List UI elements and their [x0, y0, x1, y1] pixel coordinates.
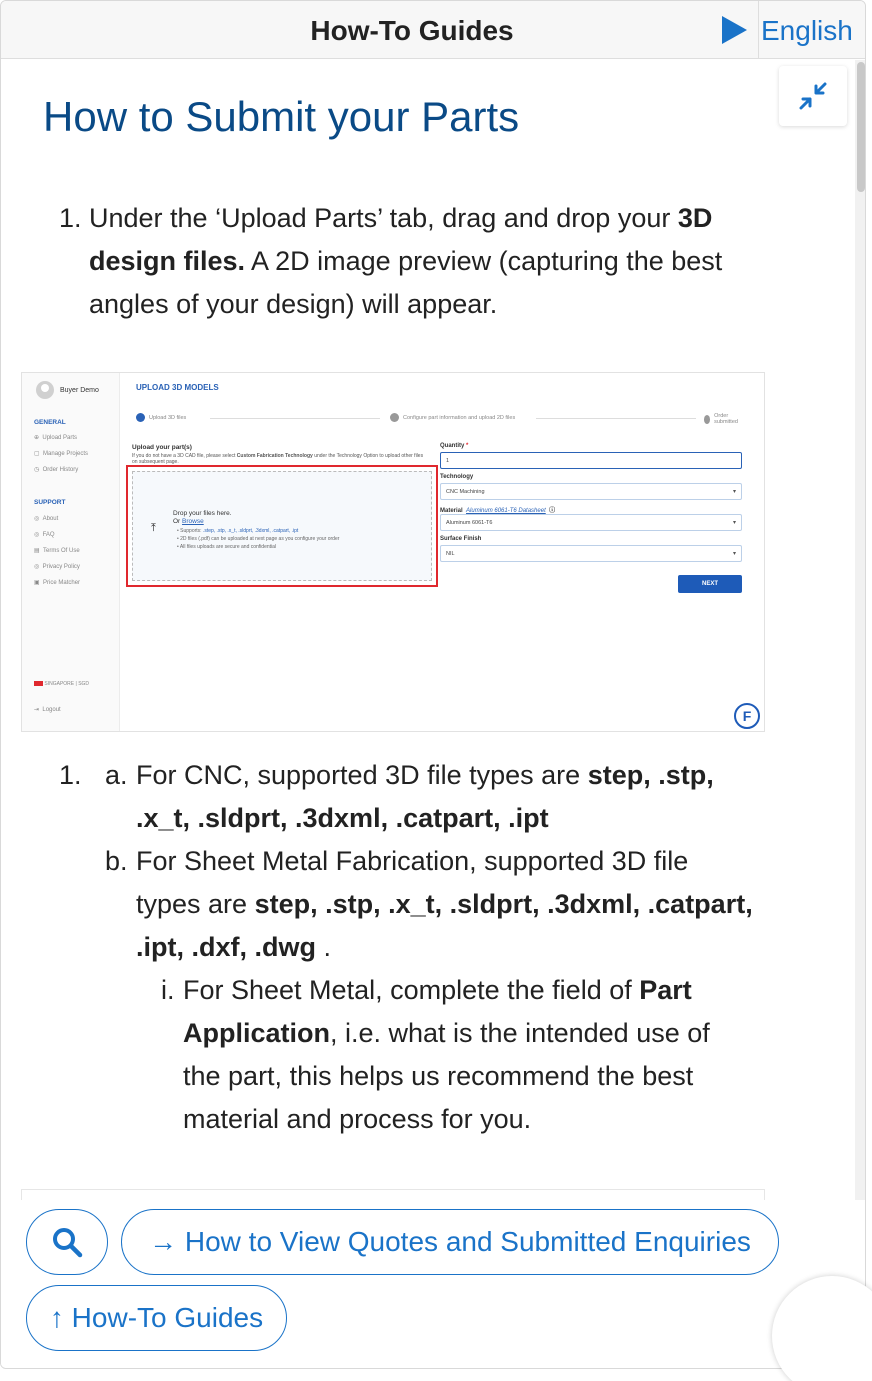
step-1-number: 1.	[59, 203, 82, 233]
page-title: How to Submit your Parts	[43, 93, 520, 140]
next-guide-button[interactable]: → How to View Quotes and Submitted Enquiries	[121, 1209, 779, 1275]
list-item-cnc-label: a.	[105, 760, 128, 790]
list-item-sheet-metal-label: b.	[105, 846, 128, 876]
ss-technology-label: Technology	[440, 474, 474, 480]
ss-support-label: SUPPORT	[34, 499, 66, 506]
list-2-number: 1.	[59, 760, 82, 790]
search-icon	[51, 1226, 83, 1258]
upload-screenshot	[21, 372, 765, 732]
upload-icon: ⤒	[151, 522, 156, 534]
ss-material-select: Aluminum 6061-T6 ▾	[440, 514, 742, 531]
ss-dropzone-highlight	[126, 465, 438, 587]
ss-finish-select: NIL ▾	[440, 545, 742, 562]
ss-region: SINGAPORE | SGD	[34, 681, 89, 687]
ss-user	[36, 381, 99, 399]
header-title: How-To Guides	[310, 15, 514, 46]
footer-nav	[1, 1200, 866, 1369]
next-screenshot-preview	[21, 1189, 765, 1200]
avatar	[36, 381, 54, 399]
ss-user-name: Buyer Demo	[60, 386, 99, 394]
ss-upload-title: Upload your part(s)	[132, 444, 192, 451]
ss-item-history: ◷ Order History	[34, 467, 79, 473]
ss-upload-note: If you do not have a 3D CAD file, please select Custom Fabrication Technology under the Technology Option to upload other files on subsequent page.	[132, 453, 424, 465]
ss-item-terms: ▤ Terms Of Use	[34, 548, 80, 554]
step-1-text-b: A 2D image preview (capturing the best angles of your design) will appear.	[89, 246, 723, 319]
ss-next-button: NEXT	[678, 575, 742, 593]
ss-item-manage: ▢ Manage Projects	[34, 451, 89, 457]
collapse-button[interactable]	[779, 66, 847, 126]
list-item-cnc-text: For CNC, supported 3D file types are step, .stp, .x_t, .sldprt, .3dxml, .catpart, .ipt	[136, 760, 714, 833]
step-1-bold: 3D design files.	[89, 203, 713, 276]
scrollbar[interactable]	[855, 60, 866, 1200]
ss-main-title: UPLOAD 3D MODELS	[136, 383, 219, 392]
play-icon	[720, 15, 748, 45]
list-item-sheet-metal-text: For Sheet Metal Fabrication, supported 3D file types are step, .stp, .x_t, .sldprt, .3dxml, .catpart, .ipt, .dxf, .dwg .	[136, 846, 753, 962]
step-1-text-a: Under the ‘Upload Parts’ tab, drag and drop your	[89, 203, 678, 233]
ss-step-2: Configure part information and upload 2D files	[390, 413, 515, 422]
ss-item-privacy: ◎ Privacy Policy	[34, 564, 80, 570]
up-guide-button[interactable]: ↑ How-To Guides	[26, 1285, 287, 1351]
language-selector[interactable]: English	[761, 15, 853, 46]
search-button[interactable]	[26, 1209, 108, 1275]
list-item-part-application-label: i.	[161, 975, 175, 1005]
ss-drop-list: • Supports: .step, .stp, .x_t, .sldprt, .3dxml, .catpart, .ipt • 2D files (.pdf) can be uploaded at next page as you configure your order • All files uploads are secure and confidential	[177, 528, 340, 550]
ss-step-1: Upload 3D files	[136, 413, 186, 422]
ss-sidebar	[22, 373, 120, 731]
ss-logout: ⇥ Logout	[34, 707, 61, 713]
ss-fab-logo: F	[734, 703, 760, 729]
ss-material-label: Material Aluminum 6061-T6 Datasheet ⓘ	[440, 508, 556, 514]
ss-finish-label: Surface Finish	[440, 536, 482, 542]
ss-quantity-label: Quantity *	[440, 443, 469, 449]
step-1-text	[89, 197, 729, 326]
article-content[interactable]	[1, 60, 855, 1200]
ss-dropzone	[132, 471, 432, 581]
collapse-icon	[799, 82, 827, 110]
ss-step-3: Order submitted	[704, 413, 741, 425]
ss-quantity-input: 1	[440, 452, 742, 469]
ss-general-label: GENERAL	[34, 419, 66, 426]
header-bar	[1, 1, 866, 59]
ss-stepper	[136, 413, 740, 425]
ss-technology-select: CNC Machining ▾	[440, 483, 742, 500]
ss-drop-text: Drop your files here. Or Browse	[173, 510, 232, 525]
play-button[interactable]	[709, 1, 759, 59]
list-item-part-application-text: For Sheet Metal, complete the field of Part Application, i.e. what is the intended use of the part, this helps us recommend the best material and process for you.	[183, 975, 710, 1134]
scrollbar-thumb[interactable]	[857, 62, 865, 192]
ss-item-faq: ◎ FAQ	[34, 532, 55, 538]
ss-item-upload: ⊕ Upload Parts	[34, 435, 78, 441]
ss-item-about: ◎ About	[34, 516, 59, 522]
ss-item-price: ▣ Price Matcher	[34, 580, 81, 586]
